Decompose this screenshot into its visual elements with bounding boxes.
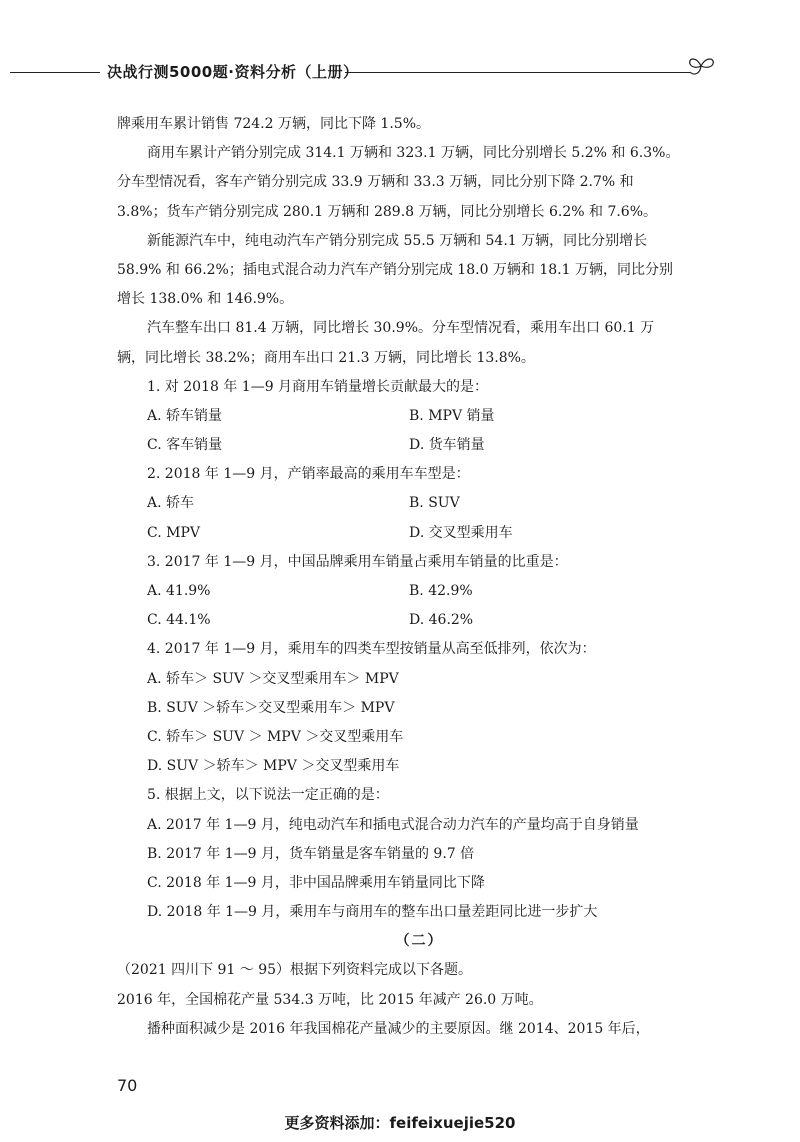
paragraph-line: 2016 年，全国棉花产量 534.3 万吨，比 2015 年减产 26.0 万吨。	[117, 991, 543, 1008]
answer-option: D. 2018 年 1—9 月，乘用车与商用车的整车出口量差距同比进一步扩大	[147, 904, 598, 921]
answer-option: B. MPV 销量	[409, 407, 495, 424]
question-stem: 5. 根据上文，以下说法一定正确的是：	[147, 787, 389, 804]
option-row	[117, 606, 722, 635]
answer-option: B. SUV	[409, 495, 460, 512]
answer-option: C. 2018 年 1—9 月，非中国品牌乘用车销量同比下降	[147, 874, 485, 891]
page-number: 70	[117, 1076, 138, 1095]
footer-note: 更多资料添加：feifeixuejie520	[284, 1114, 516, 1132]
paragraph-line: 汽车整车出口 81.4 万辆，同比增长 30.9%。分车型情况看，乘用车出口 60.1 万	[147, 320, 655, 337]
paragraph-line: 3.8%；货车产销分别完成 280.1 万辆和 289.8 万辆，同比分别增长 6.2% 和 7.6%。	[117, 203, 658, 220]
section-title: （二）	[395, 933, 444, 950]
paragraph-line: 增长 138.0% 和 146.9%。	[117, 291, 294, 308]
option-row	[117, 577, 722, 606]
paragraph-line: 辆，同比增长 38.2%；商用车出口 21.3 万辆，同比增长 13.8%。	[117, 349, 535, 366]
paragraph-line: 牌乘用车累计销售 724.2 万辆，同比下降 1.5%。	[117, 116, 430, 132]
paragraph-line: 新能源汽车中，纯电动汽车产销分别完成 55.5 万辆和 54.1 万辆，同比分别增长	[147, 232, 648, 249]
paragraph-line: 商用车累计产销分别完成 314.1 万辆和 323.1 万辆，同比分别增长 5.2% 和 6.3%。	[147, 145, 680, 162]
question-stem: 3. 2017 年 1—9 月，中国品牌乘用车销量占乘用车销量的比重是：	[147, 553, 568, 570]
answer-option: C. MPV	[147, 524, 200, 541]
answer-option: A. 41.9%	[147, 583, 211, 599]
option-row	[117, 402, 722, 431]
book-title: 决战行测5000题·资料分析（上册）	[107, 63, 359, 81]
option-row	[117, 489, 722, 518]
answer-option: A. 轿车	[147, 495, 195, 512]
answer-option: C. 客车销量	[147, 437, 223, 454]
page-body	[117, 110, 722, 1044]
answer-option: C. 轿车＞ SUV ＞ MPV ＞交叉型乘用车	[147, 728, 404, 745]
source-line: （2021 四川下 91 ～ 95）根据下列资料完成以下各题。	[117, 962, 473, 979]
paragraph-line: 58.9% 和 66.2%；插电式混合动力汽车产销分别完成 18.0 万辆和 18.1 万辆，同比分别	[117, 261, 673, 278]
answer-option: A. 轿车＞ SUV ＞交叉型乘用车＞ MPV	[147, 670, 399, 687]
answer-option: A. 2017 年 1—9 月，纯电动汽车和插电式混合动力汽车的产量均高于自身销量	[147, 816, 639, 833]
answer-option: D. 货车销量	[409, 437, 485, 454]
header-rule-left	[10, 72, 100, 73]
answer-option: B. 2017 年 1—9 月，货车销量是客车销量的 9.7 倍	[147, 845, 475, 862]
option-row	[117, 431, 722, 460]
answer-option: D. 交叉型乘用车	[409, 524, 513, 541]
paragraph-line: 播种面积减少是 2016 年我国棉花产量减少的主要原因。继 2014、2015 年后，	[147, 1020, 650, 1037]
answer-option: C. 44.1%	[147, 612, 211, 629]
answer-option: B. SUV ＞轿车＞交叉型乘用车＞ MPV	[147, 699, 395, 716]
answer-option: D. 46.2%	[409, 612, 474, 629]
option-row	[117, 519, 722, 548]
question-stem: 2. 2018 年 1—9 月，产销率最高的乘用车车型是：	[147, 466, 470, 483]
sprout-icon	[684, 48, 718, 82]
answer-option: A. 轿车销量	[147, 407, 223, 424]
question-stem: 4. 2017 年 1—9 月，乘用车的四类车型按销量从高至低排列，依次为：	[147, 641, 596, 658]
answer-option: B. 42.9%	[409, 583, 473, 599]
answer-option: D. SUV ＞轿车＞ MPV ＞交叉型乘用车	[147, 758, 400, 775]
question-stem: 1. 对 2018 年 1—9 月商用车销量增长贡献最大的是：	[147, 378, 489, 395]
paragraph-line: 分车型情况看，客车产销分别完成 33.9 万辆和 33.3 万辆，同比分别下降 2.7% 和	[117, 174, 634, 191]
running-header	[0, 60, 800, 84]
header-rule-right	[345, 72, 690, 73]
